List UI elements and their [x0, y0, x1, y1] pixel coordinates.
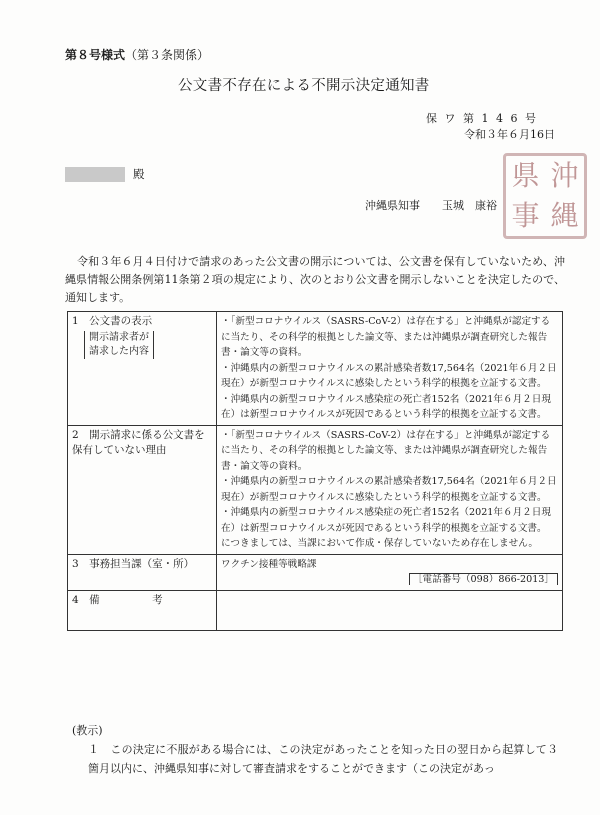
body-paragraph: 令和３年６月４日付けで請求のあった公文書の開示については、公文書を保有していないため、沖縄県情報公開条例第11条第２項の規定により、次のとおり公文書を開示しないことを決定したので、通知します。 — [65, 255, 565, 304]
row1-sub-label-line: 請求した内容 — [89, 345, 149, 357]
issuer-name: 沖縄県知事 玉城 康裕 — [365, 199, 497, 212]
recipient-honorific: 殿 — [133, 167, 145, 181]
document-date: 令和３年６月16日 — [464, 128, 555, 141]
row1-item: ・沖縄県内の新型コロナウイルスの累計感染者数17,564名（2021年６月２日現在）が新型コロナウイルスに感染したという科学的根拠を立証する文書。 — [221, 362, 557, 389]
department-name: ワクチン接種等戦略課 — [221, 558, 317, 570]
seal-char: 県 — [511, 159, 540, 192]
official-seal — [503, 153, 587, 239]
table-row — [68, 425, 563, 554]
seal-char: 沖 — [550, 159, 579, 192]
seal-char: 縄 — [550, 199, 579, 232]
row3-value-cell — [217, 554, 563, 590]
notes-item-1: １ この決定に不服がある場合には、この決定があったことを知った日の翌日から起算して３箇月以内に、沖縄県知事に対して審査請求をすることができます（この決定があっ — [88, 743, 558, 775]
row2-item: ・「新型コロナウイルス（SASRS-CoV-2）は存在する」と沖縄県が認定するに当たり、その科学的根拠とした論文等、または沖縄県が調査研究した報告書・論文等の資料。 — [221, 429, 551, 472]
row1-item: ・沖縄県内の新型コロナウイルス感染症の死亡者152名（2021年６月２日現在）は新型コロナウイルスが死因であるという科学的根拠を立証する文書。 — [221, 393, 551, 420]
row4-value — [217, 590, 563, 630]
document-title: 公文書不存在による不開示決定通知書 — [178, 78, 430, 94]
table-row — [68, 554, 563, 590]
redacted-recipient-name — [65, 167, 125, 182]
row1-item: ・「新型コロナウイルス（SASRS-CoV-2）は存在する」と沖縄県が認定するに当たり、その科学的根拠とした論文等、または沖縄県が調査研究した報告書・論文等の資料。 — [221, 316, 551, 358]
row2-label: 2 開示請求に係る公文書を保有していない理由 — [68, 425, 217, 554]
table-row — [68, 312, 563, 426]
row1-label: 1 公文書の表示 — [72, 315, 153, 327]
row2-value-cell — [217, 425, 563, 554]
row2-reason: につきましては、当課において作成・保存していないため存在しません。 — [221, 538, 538, 549]
phone-number: ［電話番号（098）866-2013］ — [409, 573, 558, 585]
notes-heading: (教示) — [72, 724, 103, 737]
row2-item: ・沖縄県内の新型コロナウイルスの累計感染者数17,564名（2021年６月２日現在）が新型コロナウイルスに感染したという科学的根拠を立証する文書。 — [221, 476, 557, 503]
row3-label: 3 事務担当課（室・所） — [68, 554, 217, 590]
row1-value-cell — [217, 312, 563, 426]
row1-sub-label — [84, 331, 154, 359]
row2-item: ・沖縄県内の新型コロナウイルス感染症の死亡者152名（2021年６月２日現在）は新型コロナウイルスが死因であるという科学的根拠を立証する文書。 — [221, 507, 551, 534]
table-row — [68, 590, 563, 630]
form-number: 第８号様式（第３条関係） — [65, 48, 210, 62]
row1-label-cell — [68, 312, 217, 426]
row4-label: 4 備 考 — [68, 590, 217, 630]
seal-char: 事 — [511, 199, 540, 232]
row1-sub-label-line: 開示請求者が — [89, 331, 149, 343]
decision-table — [67, 311, 563, 631]
document-number: 保 ワ 第 1 4 6 号 — [426, 112, 538, 125]
phone-wrap — [221, 572, 558, 588]
